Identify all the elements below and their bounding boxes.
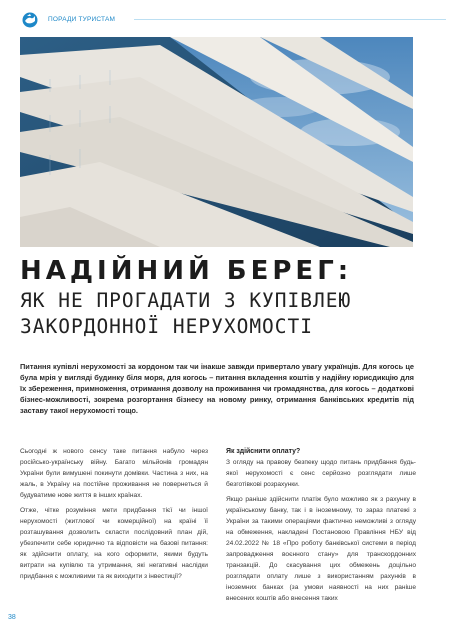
right-column [226,446,416,608]
left-column [20,446,208,586]
section-label: ПОРАДИ ТУРИСТАМ [48,16,116,23]
header-divider [134,19,446,20]
article-title: НАДІЙНИЙ БЕРЕГ: [20,256,353,286]
right-heading: Як здійснити оплату? [226,448,301,455]
building-facade-illustration [20,37,413,247]
page-header [14,8,446,30]
globe-logo-icon [22,12,38,28]
article-subtitle-line-1: ЯК НЕ ПРОГАДАТИ З КУПІВЛЕЮ [20,289,352,312]
page-number: 38 [8,614,16,621]
right-paragraph-1: З огляду на правову безпеку щодо питань придбання будь-якої нерухомості є сенс серйозно розглядати лише безготівкові розрахунки. [226,459,416,488]
left-paragraph-1: Сьогодні ж нового сенсу таке питання набуло через російсько-українську війну. Багато мільйонів громадян України були вимушені покинути домівки. Частина з них, на жаль, в Україну на постійне проживання не повернеться й будуватиме нове життя в інших країнах. [20,448,208,499]
hero-photo [20,37,413,247]
article-lead: Питання купівлі нерухомості за кордоном так чи інакше завжди привертало увагу українців. Для когось це була мрія у вигляді будинку біля моря, для когось – питання вкладення коштів у надійну юрисдикцію для їх збереження, примноження, отримання дозволу на проживання чи громадянства, для когось – додаткові бізнес-можливості, зокрема розгортання бізнесу на новому ринку, отримання банківських кредитів під заставу такої нерухомості тощо. [20,362,414,415]
left-paragraph-2: Отже, чітке розуміння мети придбання тієї чи іншої нерухомості (житлової чи комерційної) на країні її розташування дозволить скласти послідовний план дій, убезпечити себе юридично та відповісти на базові питання: як здійснити оплату, на кого оформити, якими будуть витрати на купівлю та утримання, які негативні наслідки придбання є можливими та як виходити з інвестиції? [20,507,208,580]
article-subtitle-line-2: ЗАКОРДОННОЇ НЕРУХОМОСТІ [20,315,314,338]
right-paragraph-2: Якщо раніше здійснити платіж було можливо як з рахунку в українському банку, так і в іноземному, то зараз платежі з України за такими операціями фактично неможливі з огляду на обмеження, накладені Постановою Правління НБУ від 24.02.2022 № 18 «Про роботу банківської системи в період запровадження воєнного стану» для транскордонних транзакцій. До скасування цих обмежень доцільно розглядати оплату лише з використанням рахунків в іноземних банках (за умови наявності на них раніше внесених коштів або внесення таких [226,496,416,602]
